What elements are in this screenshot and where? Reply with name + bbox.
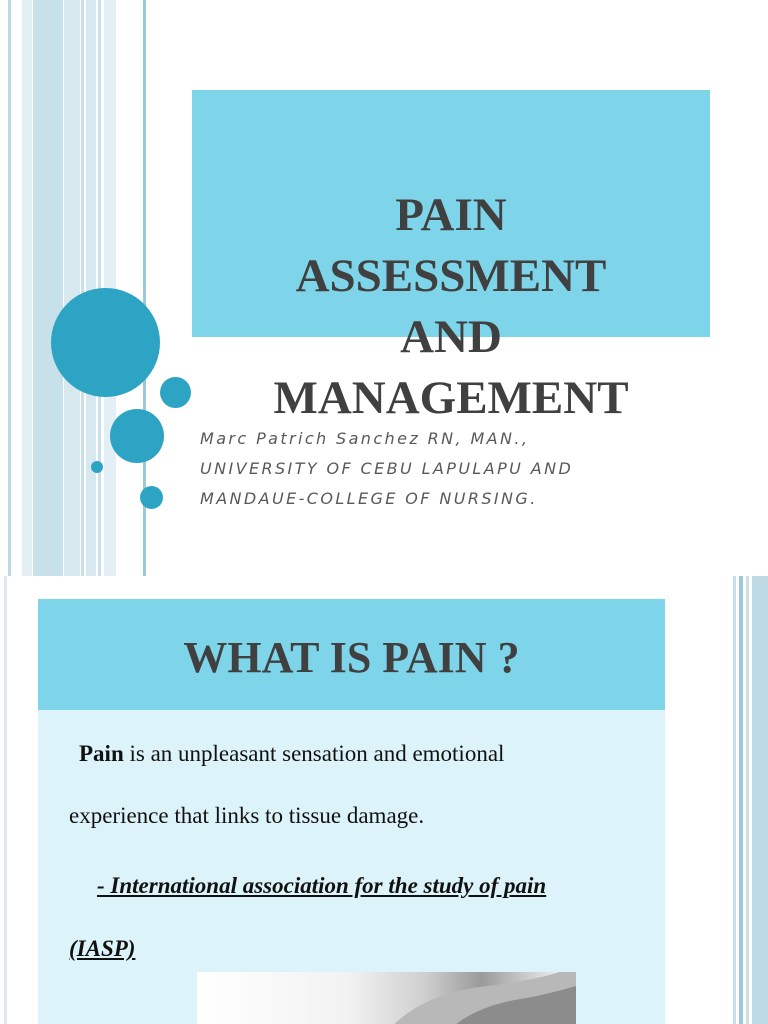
subtitle-line: UNIVERSITY OF CEBU LAPULAPU AND [200,459,574,478]
title-line: MANAGEMENT [273,372,629,424]
subtitle-line: Marc Patrich Sanchez RN, MAN., [200,429,530,448]
definition-line-2: experience that links to tissue damage. [69,803,425,828]
slide-title [192,90,710,429]
definition-term: Pain [79,741,124,766]
decorative-stripe [746,576,749,1024]
decorative-circle [110,409,164,463]
shoulder-silhouette-icon [197,972,576,1024]
definition-line-1 [79,740,504,768]
decorative-stripe [33,0,63,576]
definition-text: is an unpleasant sensation and emotional [123,741,505,766]
decorative-stripe [733,576,736,1024]
shoulder-photo [197,972,576,1024]
decorative-stripe [64,0,80,576]
citation-line-2: (IASP) [69,936,136,961]
decorative-circle [91,461,103,473]
definition-slide [0,576,768,1024]
title-line: ASSESSMENT [295,250,607,302]
decorative-stripe [739,576,743,1024]
decorative-stripe [8,0,11,576]
title-box [192,90,710,424]
title-line: PAIN [395,189,507,241]
slide-subtitle [200,424,720,514]
decorative-stripe [752,576,768,1024]
decorative-circle [140,486,163,509]
decorative-stripe [22,0,32,576]
citation-line-1: - International association for the study of pain [97,873,547,898]
decorative-circle [51,288,160,397]
decorative-stripe [4,576,7,1024]
decorative-circle [160,377,191,408]
decorative-stripe [81,0,84,576]
slide-heading: WHAT IS PAIN ? [183,633,520,682]
heading-box [38,599,665,710]
subtitle-line: MANDAUE-COLLEGE OF NURSING. [200,489,538,508]
title-line: AND [400,311,502,363]
